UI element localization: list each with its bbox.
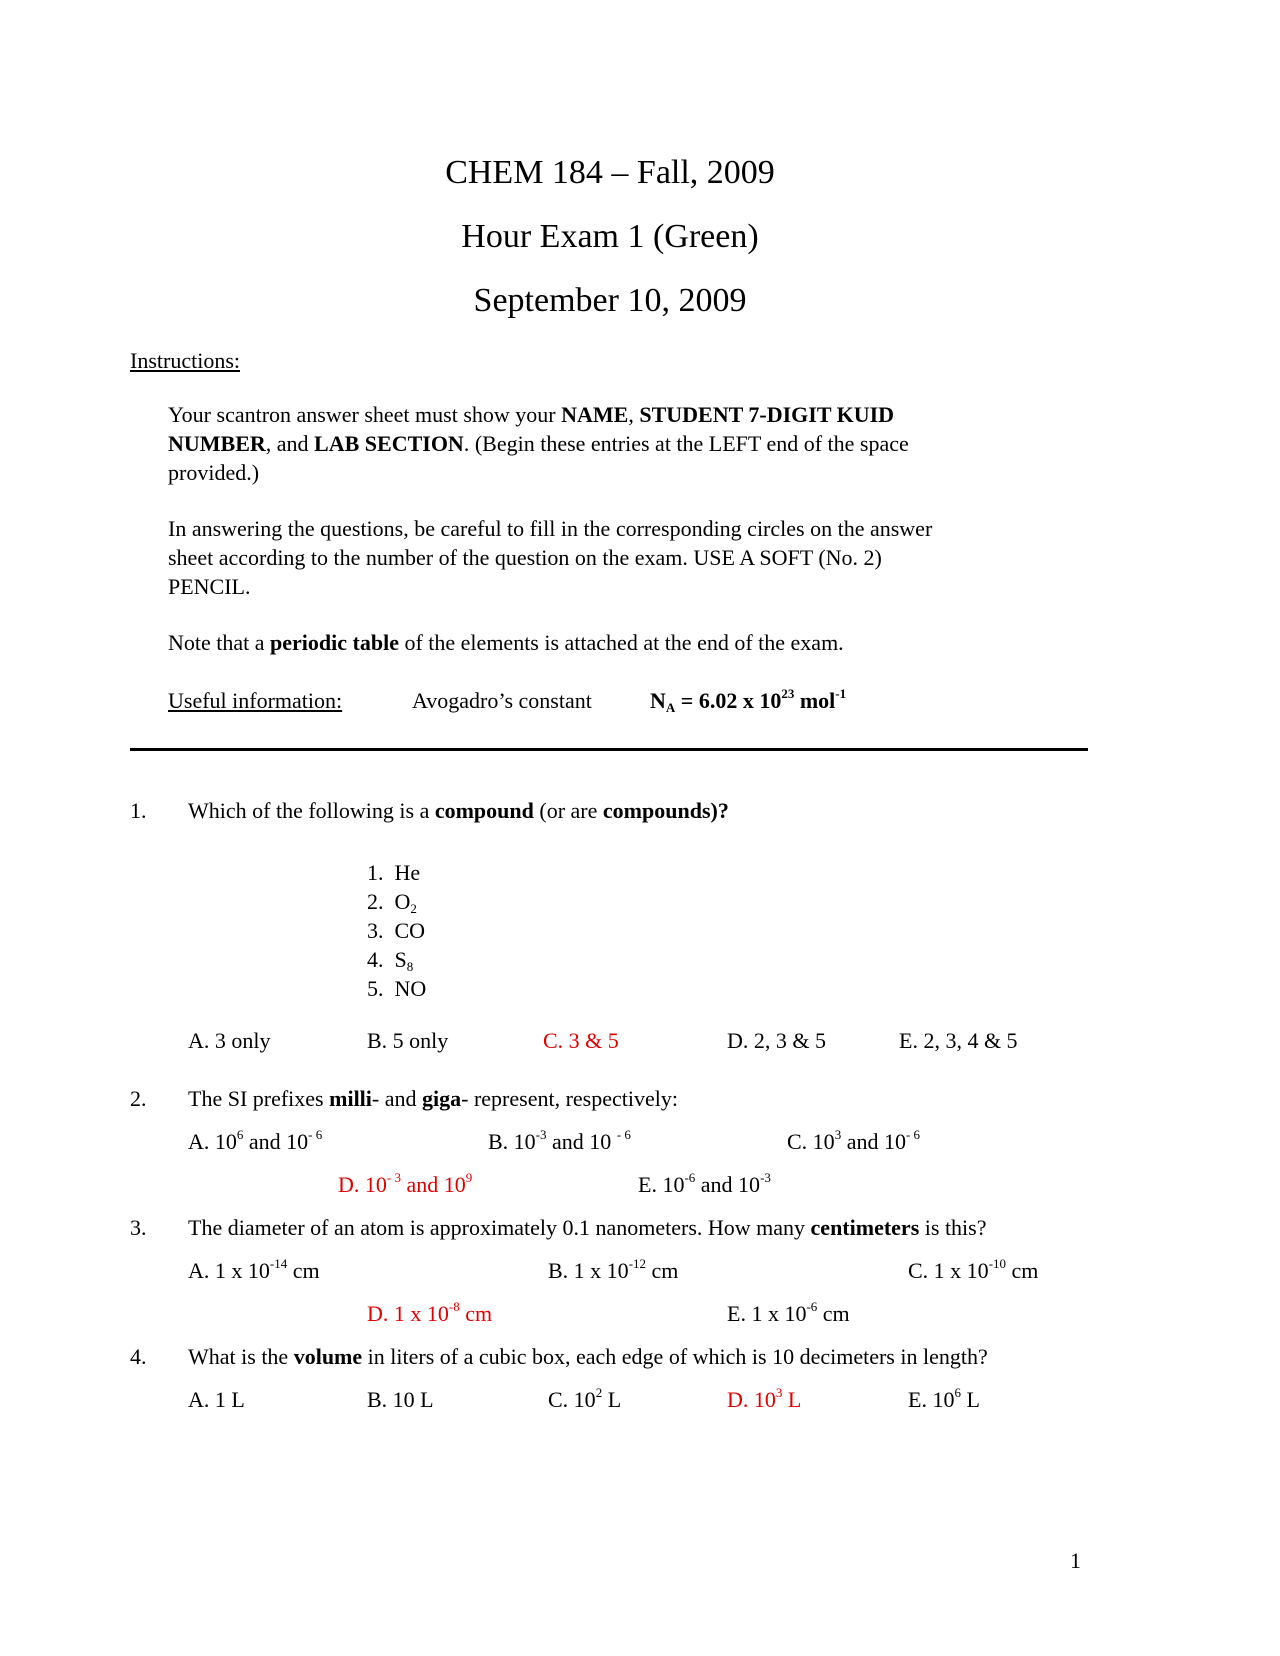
question-4-number: 4.	[130, 1344, 147, 1369]
avogadro-label: Avogadro’s constant	[412, 688, 592, 713]
q1-choice-b: B. 5 only	[367, 1028, 449, 1053]
question-2-text: The SI prefixes milli- and giga- represent, respectively:	[188, 1086, 678, 1111]
q3-choice-e: E. 1 x $10^{-6}$ cm	[727, 1299, 850, 1326]
avogadro-value: $N_A = 6.02$ x $10^{23}$ mol$^{-1}$	[650, 686, 847, 715]
list-item: 4. $S_8$	[367, 947, 414, 974]
q1-choice-d: D. 2, 3 & 5	[727, 1028, 826, 1053]
list-item: 1. He	[367, 860, 421, 885]
instructions-paragraph-2: In answering the questions, be careful to fill in the corresponding circles on the answer sheet according to the number of the question on the exam. USE A SOFT (No. 2) PENCIL.	[168, 516, 933, 599]
list-item: 2. $O_2$	[367, 889, 417, 916]
question-1-text: Which of the following is a compound (or are compounds)?	[188, 798, 729, 823]
exam-title: Hour Exam 1 (Green)	[461, 218, 759, 255]
page-number: 1	[1070, 1548, 1081, 1573]
list-item: 3. CO	[367, 918, 426, 943]
q2-choice-e: E. $10^{-6}$ and $10^{-3}$	[638, 1170, 771, 1197]
q2-choice-b: B. $10^{-3}$ and 10 $^{- 6}$	[488, 1127, 631, 1154]
q1-choice-e: E. 2, 3, 4 & 5	[899, 1028, 1018, 1053]
q4-choice-c: C. $10^2$ L	[548, 1385, 622, 1412]
instructions-heading: Instructions:	[130, 348, 240, 373]
question-3-text: The diameter of an atom is approximately 0.1 nanometers. How many centimeters is this?	[188, 1215, 987, 1240]
useful-info-label: Useful information:	[168, 688, 343, 713]
instructions-paragraph-3: Note that a periodic table of the elements is attached at the end of the exam.	[168, 630, 844, 655]
q2-choice-d-correct: D. $10^{- 3}$ and $10^9$	[338, 1170, 473, 1197]
q3-choice-a: A. 1 x $10^{-14}$ cm	[188, 1256, 320, 1283]
exam-date: September 10, 2009	[473, 282, 747, 319]
q4-choice-a: A. 1 L	[188, 1387, 245, 1412]
instructions-paragraph-1: Your scantron answer sheet must show your NAME, STUDENT 7-DIGIT KUID NUMBER, and LAB SECTION. (Begin these entries at the LEFT end of the space provided.)	[168, 402, 909, 485]
q3-choice-c: C. 1 x $10^{-10}$ cm	[908, 1256, 1039, 1283]
q4-choice-b: B. 10 L	[367, 1387, 434, 1412]
q3-choice-b: B. 1 x $10^{-12}$ cm	[548, 1256, 679, 1283]
list-item: 5. NO	[367, 976, 427, 1001]
q4-choice-e: E. $10^6$ L	[908, 1385, 980, 1412]
q2-choice-a: A. $10^6$ and $10^{- 6}$	[188, 1127, 323, 1154]
q1-choice-c-correct: C. 3 & 5	[543, 1028, 619, 1053]
question-2-number: 2.	[130, 1086, 147, 1111]
course-title: CHEM 184 – Fall, 2009	[445, 154, 775, 191]
question-1-number: 1.	[130, 798, 147, 823]
q4-choice-d-correct: D. $10^3$ L	[727, 1385, 802, 1412]
section-divider	[130, 748, 1088, 751]
q2-choice-c: C. $10^3$ and $10^{- 6}$	[787, 1127, 921, 1154]
q3-choice-d-correct: D. 1 x $10^{-8}$ cm	[367, 1299, 493, 1326]
question-3-number: 3.	[130, 1215, 147, 1240]
question-1-item-list	[367, 858, 426, 1003]
q1-choice-a: A. 3 only	[188, 1028, 271, 1053]
question-4-text: What is the volume in liters of a cubic box, each edge of which is 10 decimeters in length?	[188, 1344, 988, 1369]
